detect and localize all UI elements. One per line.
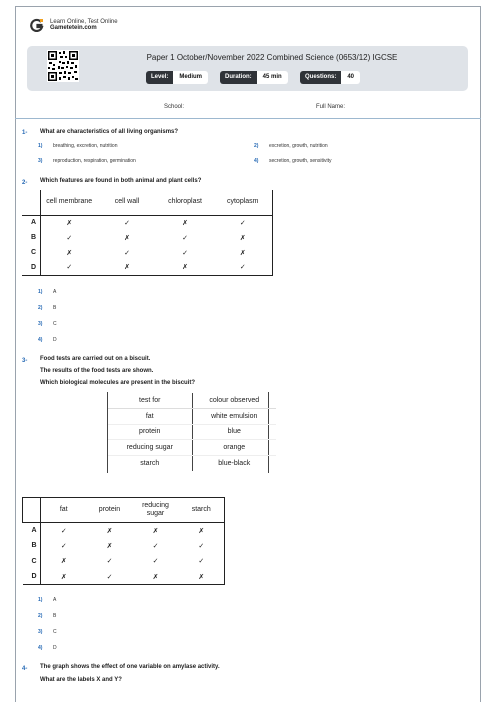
table-cell: ✗	[41, 569, 87, 585]
question-1-number: 1-	[22, 130, 28, 136]
table-row	[22, 230, 272, 245]
q3-option-4-number[interactable]: 4)	[38, 645, 43, 651]
table-cell: ✓	[106, 558, 113, 566]
biological-molecules-table	[22, 497, 225, 585]
table-cell: ✗	[182, 219, 188, 227]
table-header: cytoplasm	[214, 190, 272, 215]
table-cell: ✗	[156, 260, 214, 275]
level-label: Level:	[146, 71, 173, 84]
table-cell: ✗	[124, 234, 130, 242]
table-cell: fat	[108, 409, 192, 425]
table-header-row	[108, 393, 276, 409]
questions-label: Questions:	[300, 71, 341, 84]
table-row	[108, 424, 276, 440]
cell-features-table	[22, 190, 273, 276]
q2-option-3-text[interactable]: C	[53, 321, 57, 327]
row-label: A	[22, 215, 40, 230]
q3-option-3-number[interactable]: 3)	[38, 629, 43, 635]
table-row	[108, 409, 276, 425]
table-header: cell membrane	[40, 190, 98, 215]
row-label: C	[22, 245, 40, 260]
table-cell: ✗	[214, 245, 272, 260]
table-cell: ✓	[124, 249, 130, 257]
q2-option-2-text[interactable]: B	[53, 305, 57, 311]
q2-option-2-number[interactable]: 2)	[38, 305, 43, 311]
q2-option-4-text[interactable]: D	[53, 337, 57, 343]
question-3-line-1: Food tests are carried out on a biscuit.	[40, 356, 151, 362]
table-row	[22, 260, 272, 275]
full-name-field[interactable]: Full Name:	[316, 104, 346, 110]
page-frame	[15, 6, 481, 702]
table-cell: ✓	[152, 558, 159, 566]
q3-option-2-text[interactable]: B	[53, 613, 57, 619]
table-cell: ✗	[66, 249, 73, 257]
question-4-line-1: The graph shows the effect of one variable on amylase activity.	[40, 664, 220, 670]
question-2-number: 2-	[22, 180, 28, 186]
table-header: protein	[87, 498, 133, 523]
row-label: B	[23, 538, 41, 554]
table-cell: ✗	[179, 569, 225, 585]
table-header: fat	[41, 498, 87, 523]
row-label: B	[22, 230, 40, 245]
q1-option-3-text[interactable]: reproduction, respiration, germination	[53, 158, 136, 164]
table-header-row	[22, 190, 272, 215]
q1-option-1-number[interactable]: 1)	[38, 143, 43, 149]
questions-value: 40	[341, 71, 360, 84]
paper-header	[27, 46, 468, 91]
level-badge	[146, 71, 208, 84]
row-label: D	[22, 260, 40, 275]
table-row	[23, 554, 225, 570]
table-row	[23, 523, 225, 539]
table-cell: ✓	[214, 215, 272, 230]
paper-title: Paper 1 October/November 2022 Combined Science (0653/12) IGCSE	[146, 53, 398, 62]
table-header: starch	[179, 498, 225, 523]
q1-option-4-number[interactable]: 4)	[254, 158, 259, 164]
table-cell: ✓	[179, 538, 225, 554]
duration-badge	[220, 71, 288, 84]
question-4-line-2: What are the labels X and Y?	[40, 677, 122, 683]
table-cell: ✗	[214, 230, 272, 245]
q2-option-4-number[interactable]: 4)	[38, 337, 43, 343]
table-corner	[23, 498, 41, 523]
duration-label: Duration:	[220, 71, 257, 84]
table-row	[108, 455, 276, 471]
q3-option-1-number[interactable]: 1)	[38, 597, 43, 603]
table-cell: ✓	[152, 542, 159, 550]
question-1-text: What are characteristics of all living organisms?	[40, 129, 179, 135]
questions-badge	[300, 71, 360, 84]
table-cell: ✓	[182, 234, 188, 242]
row-label: A	[23, 523, 41, 539]
table-cell: ✗	[60, 558, 67, 566]
q1-option-4-text[interactable]: secretion, growth, sensitivity	[269, 158, 332, 164]
duration-value: 45 min	[257, 71, 288, 84]
brand-site[interactable]: Gametetein.com	[50, 25, 97, 31]
q3-option-1-text[interactable]: A	[53, 597, 57, 603]
question-3-line-2: The results of the food tests are shown.	[40, 368, 154, 374]
table-header: chloroplast	[156, 190, 214, 215]
table-cell: white emulsion	[192, 409, 276, 425]
food-test-results-table	[108, 393, 276, 471]
q2-option-3-number[interactable]: 3)	[38, 321, 43, 327]
table-header: colour observed	[192, 393, 276, 409]
question-4-number: 4-	[22, 666, 28, 672]
table-cell: ✗	[106, 542, 113, 550]
table-corner	[22, 190, 40, 215]
table-cell: orange	[192, 440, 276, 456]
table-header: reducing sugar	[133, 498, 179, 523]
qr-code-icon	[47, 50, 79, 82]
table-cell: ✓	[182, 249, 188, 257]
brand-tagline: Learn Online, Test Online	[50, 19, 118, 25]
table-cell: ✗	[152, 527, 159, 535]
table-cell: ✓	[60, 527, 67, 535]
q2-option-1-number[interactable]: 1)	[38, 289, 43, 295]
table-cell: ✗	[133, 569, 179, 585]
table-cell: ✓	[87, 569, 133, 585]
question-2-text: Which features are found in both animal and plant cells?	[40, 178, 202, 184]
table-cell: ✗	[179, 523, 225, 539]
brand	[30, 18, 118, 32]
q3-option-3-text[interactable]: C	[53, 629, 57, 635]
divider	[15, 118, 481, 119]
q3-option-2-number[interactable]: 2)	[38, 613, 43, 619]
table-cell: protein	[108, 424, 192, 440]
question-3-number: 3-	[22, 358, 28, 364]
q1-option-2-text[interactable]: excretion, growth, nutrition	[269, 143, 328, 149]
table-cell: reducing sugar	[108, 440, 192, 456]
q1-option-2-number[interactable]: 2)	[254, 143, 259, 149]
table-row	[22, 245, 272, 260]
school-field[interactable]: School:	[164, 104, 185, 110]
table-cell: ✓	[124, 219, 130, 227]
table-cell: blue-black	[218, 459, 251, 467]
table-cell: ✗	[106, 527, 113, 535]
table-cell: blue	[192, 424, 276, 440]
q3-option-4-text[interactable]: D	[53, 645, 57, 651]
table-row	[22, 215, 272, 230]
gametetein-logo-icon	[30, 18, 44, 32]
row-label: C	[23, 554, 41, 570]
table-header: cell wall	[98, 190, 156, 215]
table-header: test for	[108, 393, 192, 409]
q2-option-1-text[interactable]: A	[53, 289, 57, 295]
question-3-line-3: Which biological molecules are present in the biscuit?	[40, 380, 196, 386]
level-value: Medium	[173, 71, 208, 84]
row-label: D	[23, 569, 41, 585]
table-row	[23, 569, 225, 585]
q1-option-1-text[interactable]: breathing, excretion, nutrition	[53, 143, 118, 149]
table-cell: ✗	[66, 219, 73, 227]
table-cell: ✓	[66, 234, 73, 242]
q1-option-3-number[interactable]: 3)	[38, 158, 43, 164]
table-row	[108, 440, 276, 456]
table-cell: ✓	[40, 260, 98, 275]
table-cell: ✓	[179, 554, 225, 570]
table-cell: ✗	[98, 260, 156, 275]
table-header-row	[23, 498, 225, 523]
table-cell: starch	[108, 455, 192, 471]
table-cell: ✓	[214, 260, 272, 275]
table-row	[23, 538, 225, 554]
table-cell: ✓	[60, 542, 67, 550]
